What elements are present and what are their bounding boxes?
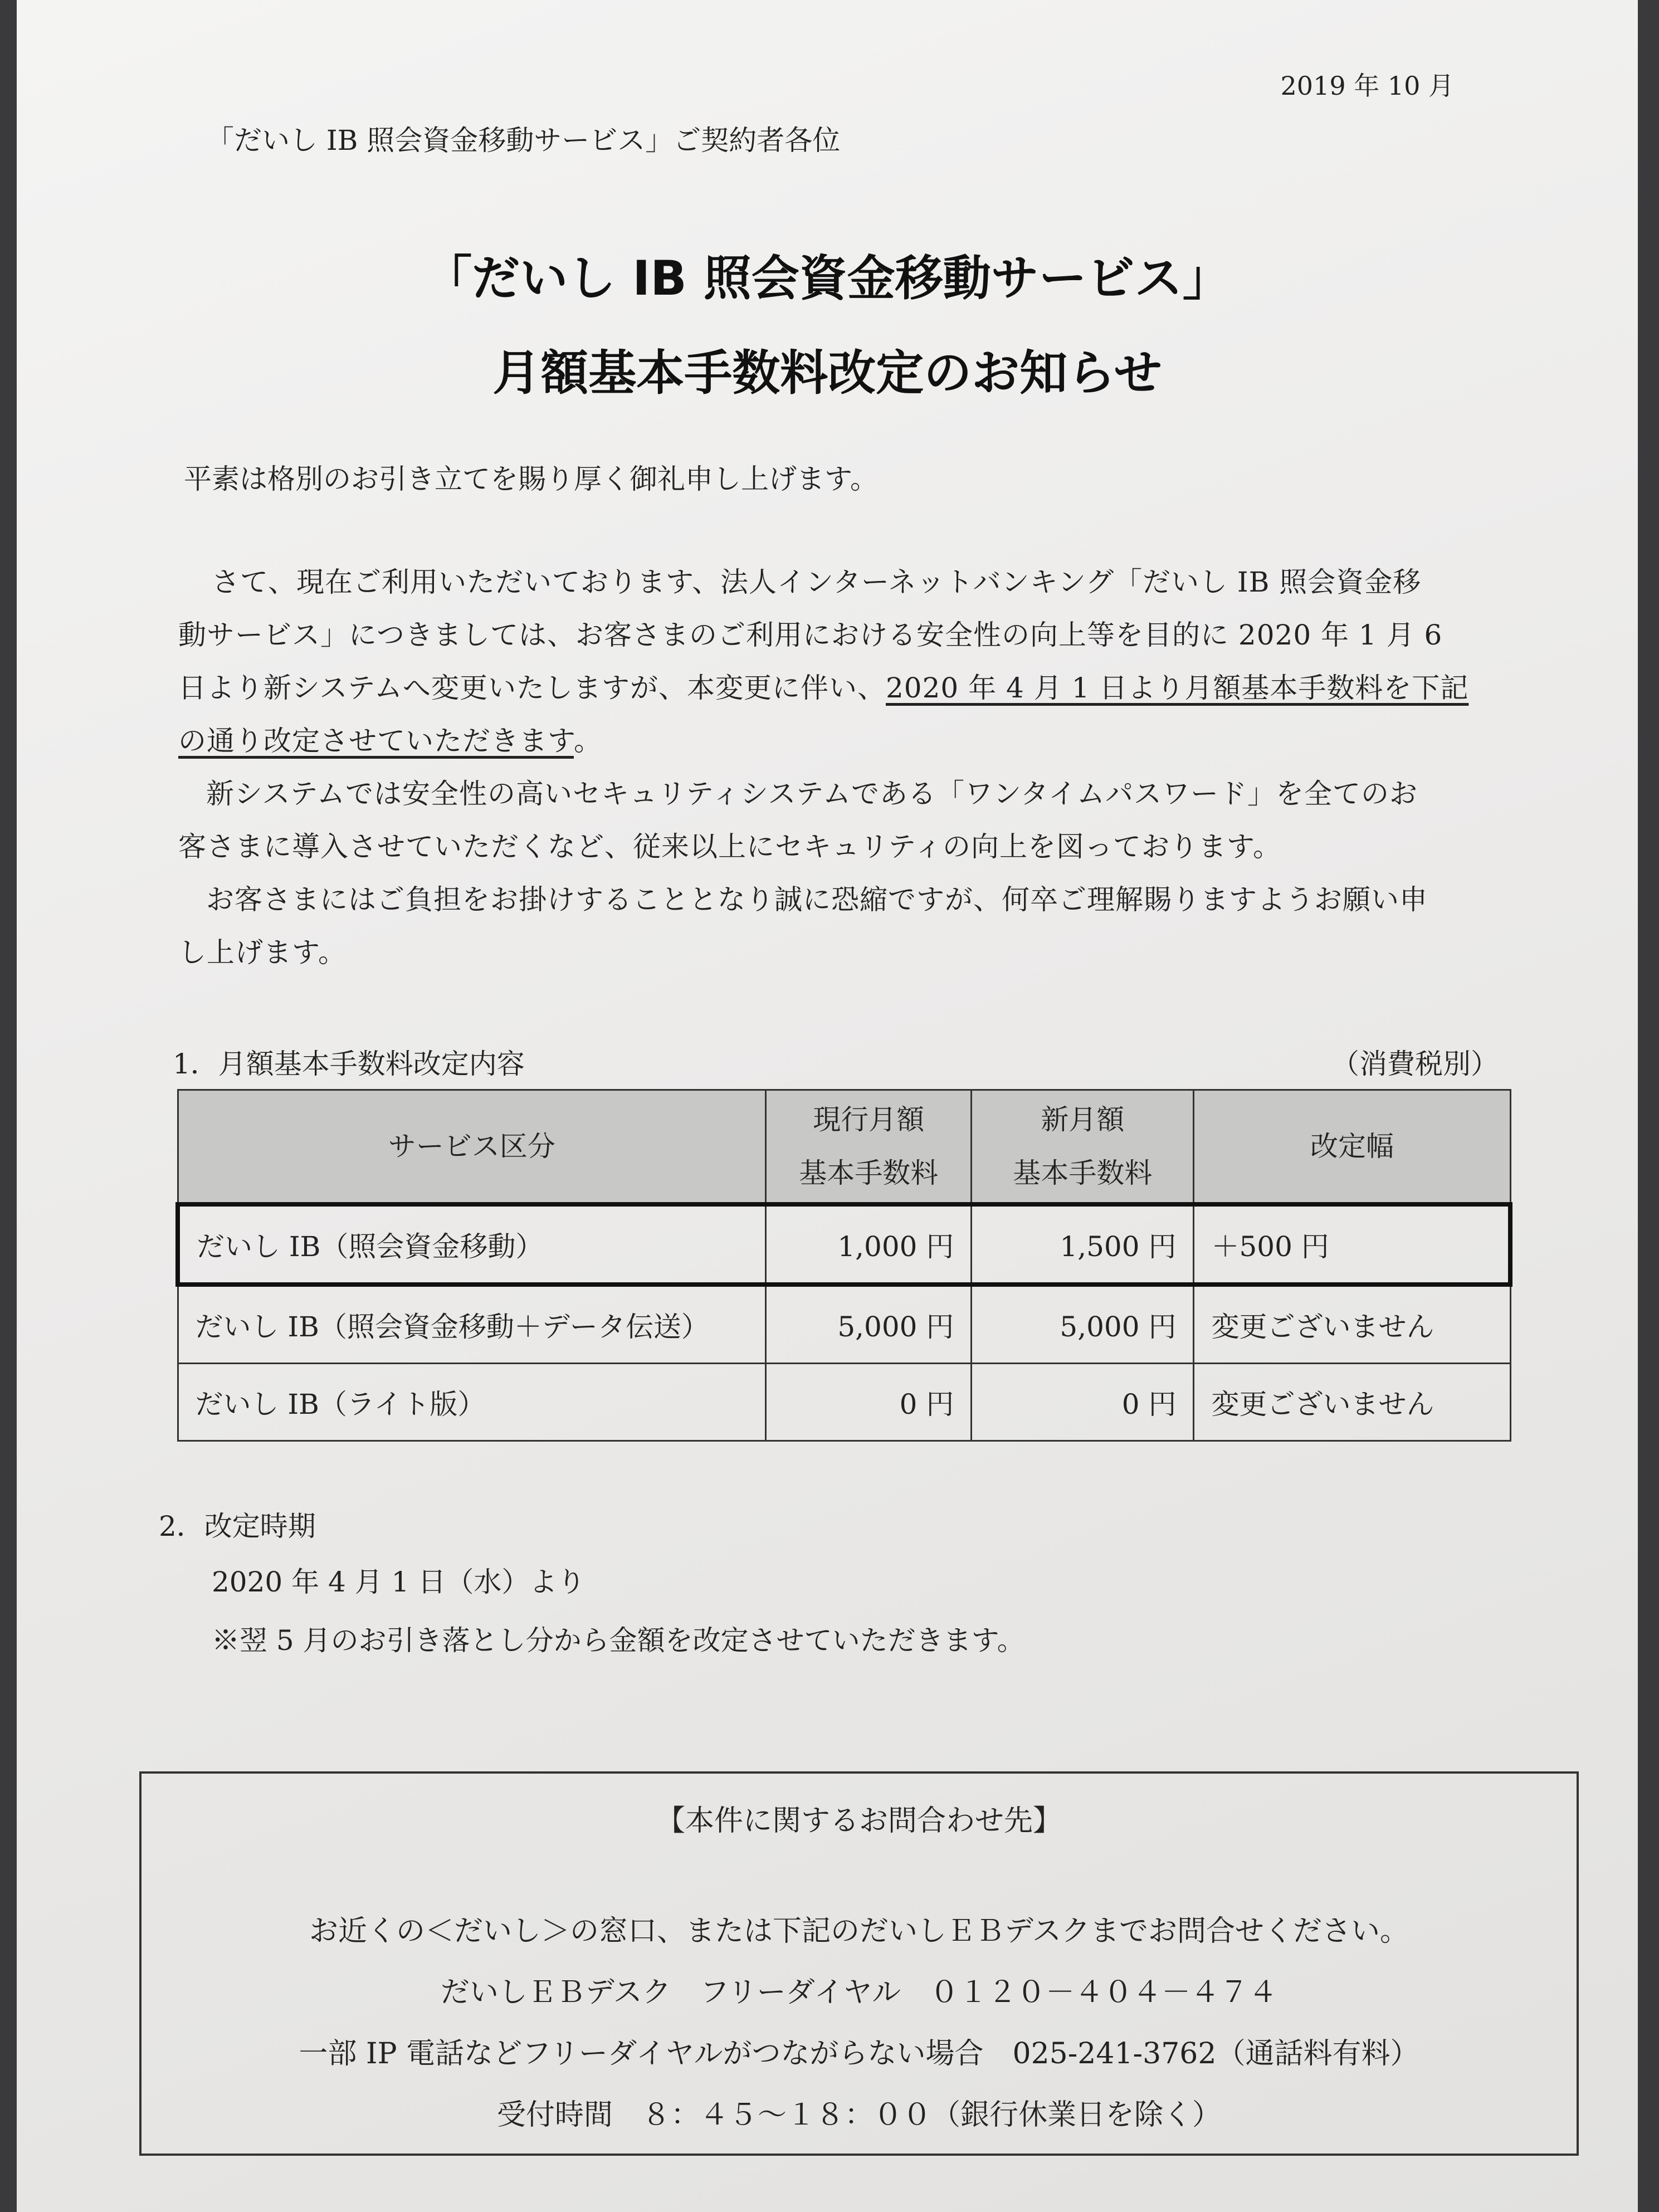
body-line xyxy=(178,719,602,759)
underlined-revision-text: の通り改定させていただきます xyxy=(178,725,574,757)
new-fee-cell: 1,500 円 xyxy=(972,1204,1194,1285)
body-line: 客さまに導入させていただくなど、従来以上にセキュリティの向上を図っております。 xyxy=(178,831,1281,863)
contact-ip-phone-line: 一部 IP 電話などフリーダイヤルがつながらない場合 025-241-3762（通話料有料） xyxy=(299,2037,1419,2071)
header-change: 改定幅 xyxy=(1194,1090,1510,1205)
notice-title-line1: 「だいし IB 照会資金移動サービス」 xyxy=(424,251,1231,306)
addressee: 「だいし IB 照会資金移動サービス」ご契約者各位 xyxy=(206,124,841,157)
table-row xyxy=(178,1285,1510,1364)
header-current-l2: 基本手数料 xyxy=(799,1157,939,1189)
fee-table xyxy=(175,1089,1512,1442)
body-line xyxy=(178,666,1468,706)
body-line: 新システムでは安全性の高いセキュリティシステムである「ワンタイムパスワード」を全てのお xyxy=(206,778,1418,810)
header-current-l1: 現行月額 xyxy=(813,1103,925,1136)
header-service: サービス区分 xyxy=(178,1090,766,1205)
current-fee-cell: 1,000 円 xyxy=(766,1204,972,1285)
table-row xyxy=(178,1364,1510,1441)
change-cell: 変更ございません xyxy=(1194,1364,1510,1441)
body-line: 動サービス」につきましては、お客さまのご利用における安全性の向上等を目的に 2020 年 1 月 6 xyxy=(178,619,1443,651)
header-new-fee xyxy=(972,1090,1194,1205)
body-text: 。 xyxy=(574,725,602,757)
service-cell: だいし IB（ライト版） xyxy=(178,1364,766,1441)
change-cell: ＋500 円 xyxy=(1194,1204,1510,1285)
header-current-fee xyxy=(766,1090,972,1205)
underlined-revision-date: 2020 年 4 月 1 日より月額基本手数料を下記 xyxy=(886,672,1469,704)
notice-document xyxy=(17,0,1638,2212)
body-text: 日より新システムへ変更いたしますが、本変更に伴い、 xyxy=(178,672,886,704)
table-header-row xyxy=(178,1090,1510,1205)
revision-note: ※翌 5 月のお引き落とし分から金額を改定させていただきます。 xyxy=(212,1624,1025,1657)
revision-date: 2020 年 4 月 1 日（水）より xyxy=(212,1566,585,1598)
contact-line: お近くの＜だいし＞の窓口、または下記のだいしＥＢデスクまでお問合せください。 xyxy=(309,1915,1409,1948)
change-cell: 変更ございません xyxy=(1194,1285,1510,1364)
body-line: し上げます。 xyxy=(178,936,347,969)
section1-heading: 1．月額基本手数料改定内容 xyxy=(173,1048,525,1080)
current-fee-cell: 0 円 xyxy=(766,1364,972,1441)
greeting: 平素は格別のお引き立てを賜り厚く御礼申し上げます。 xyxy=(184,463,878,495)
service-cell: だいし IB（照会資金移動＋データ伝送） xyxy=(178,1285,766,1364)
notice-title-line2: 月額基本手数料改定のお知らせ xyxy=(492,345,1162,401)
new-fee-cell: 0 円 xyxy=(972,1364,1194,1441)
header-new-l1: 新月額 xyxy=(1041,1103,1125,1136)
service-cell: だいし IB（照会資金移動） xyxy=(178,1204,766,1285)
notice-date: 2019 年 10 月 xyxy=(1280,71,1454,101)
new-fee-cell: 5,000 円 xyxy=(972,1285,1194,1364)
current-fee-cell: 5,000 円 xyxy=(766,1285,972,1364)
table-row xyxy=(178,1204,1510,1285)
contact-heading: 【本件に関するお問合わせ先】 xyxy=(656,1804,1062,1838)
body-line: お客さまにはご負担をお掛けすることとなり誠に恐縮ですが、何卒ご理解賜りますようお願い申 xyxy=(206,883,1428,916)
contact-box xyxy=(139,1771,1579,2156)
header-new-l2: 基本手数料 xyxy=(1013,1157,1153,1189)
tax-note: （消費税別） xyxy=(1331,1048,1499,1080)
contact-hours-line: 受付時間 ８：４５～１８：００（銀行休業日を除く） xyxy=(496,2098,1221,2132)
body-line: さて、現在ご利用いただいております、法人インターネットバンキング「だいし IB 照会資金移 xyxy=(212,566,1422,598)
section2-heading: 2．改定時期 xyxy=(159,1510,316,1542)
contact-phone-line: だいしＥＢデスク フリーダイヤル ０１２０－４０４－４７４ xyxy=(440,1976,1278,2009)
